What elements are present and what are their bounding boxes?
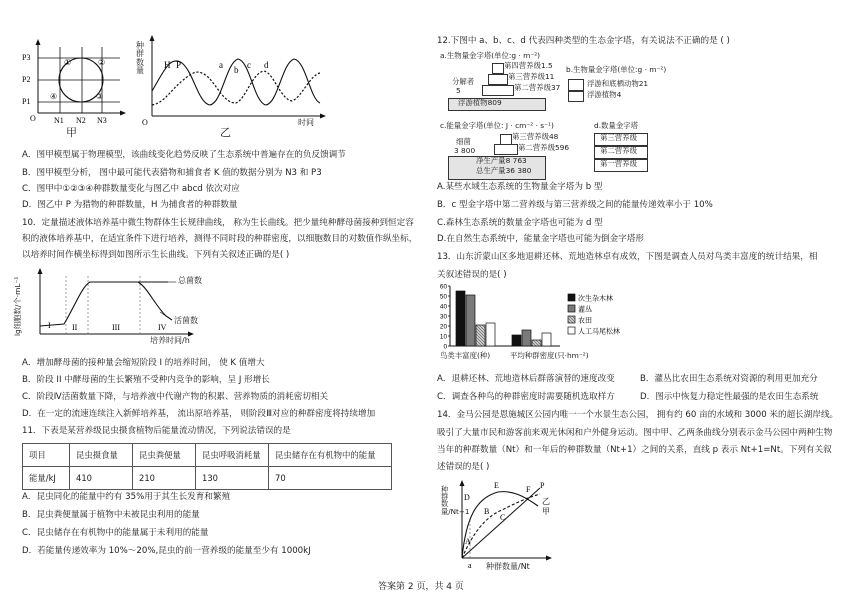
q14-stem-line3: 当年的种群数量（Nt）和一年后的种群数量（Nt+1）之间的关系，直线 p 表示 Nt+1=Nt。下列有关叙 [437, 445, 832, 455]
pyr-c-level-2-label: 第二营养级596 [518, 143, 570, 152]
q12-option-b: B．c 型金字塔中第二营养级与第三营养级之间的能量传递效率小于 10% [437, 200, 713, 210]
pyr-d-title: d.数量金字塔 [594, 121, 638, 130]
pyr-a-side-value: 5 [456, 86, 461, 95]
q13-bar [486, 323, 495, 346]
q14-stem-line1: 14．金马公园是恩施城区公园内唯一一个水景生态公园， 拥有约 60 亩的水域和 3000 米的超长湖岸线。 [437, 410, 839, 420]
pyr-a-title: a.生物量金字塔(单位:g · m⁻²) [440, 51, 541, 60]
q10-xlabel: 培养时间/h [150, 336, 190, 345]
q13-bar-chart [436, 282, 646, 362]
q14-xlabel: 种群数量/Nt [486, 562, 530, 571]
pyr-d-level-3-label: 第三营养级 [600, 133, 637, 142]
yi-label-a: a [219, 60, 223, 70]
q10-phase-4: IV [158, 323, 167, 332]
pyr-c-level-3-label: 第三营养级48 [512, 132, 559, 141]
q14-curve-chart [450, 478, 560, 570]
q13-bar [476, 325, 485, 346]
q13-bar [542, 333, 551, 346]
pyr-c-side-label: 细菌 [456, 137, 471, 146]
table-row [23, 467, 392, 490]
pyr-a-level-4 [492, 63, 504, 74]
jia-axis-y-p2: P2 [22, 75, 31, 84]
pyr-b-level-base-label: 浮游植物4 [587, 90, 622, 99]
q13-bar [466, 295, 475, 346]
q13-bar [456, 291, 465, 346]
q14-stem-line4: 述错误的是( ) [437, 462, 490, 472]
table-cell: 410 [70, 467, 133, 490]
jia-axis-x-n1: N1 [54, 116, 64, 125]
pyr-d-level-2-label: 第二营养级 [600, 146, 637, 155]
table-header-cell: 昆虫储存在有机物中的能量 [269, 444, 392, 467]
q13-category-1: 鸟类丰富度(种) [440, 351, 491, 360]
q13-option-d: D．图示中恢复力稳定性最强的是农田生态系统 [640, 392, 819, 402]
q10-stem-line3: 以培养时间作横坐标得到如图所示生长曲线。下列有关叙述正确的是( ) [22, 250, 290, 260]
jia-point-1: ① [64, 58, 72, 67]
pyr-a-side-label: 分解者 [452, 77, 475, 86]
q10-stem-line1: 10．定量描述液体培养基中微生物群体生长规律曲线， 称为生长曲线。把少量纯种酵母菌接种到恒定容 [22, 218, 414, 228]
q10-stem-line2: 积的液体培养基中，在适宜条件下进行培养，测得不同时段的种群密度，以细胞数目的对数值作纵坐标， [22, 234, 418, 244]
table-header-cell: 昆虫呼吸消耗量 [196, 444, 269, 467]
q12-option-a: A.某些水域生态系统的生物量金字塔为 b 型 [437, 182, 603, 192]
jia-axis-y-p3: P3 [22, 53, 31, 62]
q14-label-f: F [526, 485, 531, 494]
table-cell: 能量/kJ [23, 467, 70, 490]
q13-legend-swatch [568, 294, 575, 301]
jia-axis-x-n2: N2 [76, 116, 86, 125]
yi-label-c: c [247, 60, 251, 70]
yi-label-h: H [164, 60, 171, 70]
q13-bar [522, 330, 531, 346]
yi-ylabel: 种群数量 [136, 41, 144, 76]
q11-option-c: C．昆虫储存在有机物中的能量属于未利用的能量 [22, 528, 209, 538]
pyr-c-base-net: 净生产量8 763 [476, 156, 527, 165]
q11-energy-table [22, 443, 392, 490]
table-row [23, 444, 392, 467]
q14-ylabel: 种群数量/Nt+1 [441, 485, 470, 516]
q10-label-live: 活菌数 [174, 316, 198, 325]
table-cell: 70 [269, 467, 392, 490]
pyr-c-base-gross: 总生产量36 380 [476, 166, 532, 175]
q14-label-p: P [540, 481, 545, 490]
q9-option-c: C．图甲中①②③④种群数量变化与图乙中 abcd 依次对应 [22, 184, 240, 194]
q13-y-tick-label: 60 [439, 283, 447, 291]
jia-axis-x-n3: N3 [97, 116, 107, 125]
q14-label-yi: 乙 [542, 497, 550, 506]
yi-xlabel: 时间 [298, 118, 314, 127]
q10-phase-3: III [112, 323, 120, 332]
q11-option-b: B．昆虫粪便量属于植物中未被昆虫利用的能量 [22, 510, 200, 520]
q10-option-c: C．阶段Ⅳ活菌数量下降，与培养液中代谢产物的积累、营养物质的消耗密切相关 [22, 392, 329, 402]
jia-point-2: ② [98, 58, 106, 67]
q11-option-a: A．昆虫同化的能量中约有 35%用于其生长发育和繁殖 [22, 492, 231, 502]
table-cell: 210 [133, 467, 196, 490]
q12-option-c: C.森林生态系统的数量金字塔也可能为 d 型 [437, 218, 603, 228]
q13-y-tick-label: 20 [439, 323, 447, 331]
figure-jia-caption: 甲 [66, 126, 77, 139]
q11-stem: 11．下表是某营养级昆虫摄食植物后能量流动情况，下列说法错误的是 [22, 426, 291, 436]
q13-y-tick-label: 40 [439, 303, 447, 311]
pyr-a-level-2 [482, 85, 514, 96]
q13-legend-label: 人工马尾松林 [578, 327, 620, 336]
q10-ylabel: lg细胞数/个·mL⁻¹ [13, 276, 22, 336]
q13-legend-label: 次生杂木林 [578, 294, 613, 303]
yi-label-p: P [176, 60, 182, 70]
q13-legend-swatch [568, 316, 575, 323]
jia-axis-y-p1: P1 [22, 97, 31, 106]
figure-jia [20, 35, 130, 135]
q14-label-c: C [500, 513, 506, 522]
pyr-a-level-3 [488, 74, 508, 85]
q13-legend-swatch [568, 327, 575, 334]
q14-label-e: E [494, 481, 499, 490]
q10-label-total: 总菌数 [178, 276, 202, 285]
q14-stem-line2: 吸引了大量市民和游客前来观光休闲和户外健身运动。图中甲、乙两条曲线分别表示金马公园中两种生物 [437, 428, 833, 438]
q13-bar [512, 335, 521, 346]
q13-option-b: B．灌丛比农田生态系统对资源的利用更加充分 [640, 374, 818, 384]
pyr-d-level-1-label: 第一营养级 [600, 159, 637, 168]
table-header-cell: 项目 [23, 444, 70, 467]
q10-option-a: A．增加酵母菌的接种量会缩短阶段 I 的培养时间， 使 K 值增大 [22, 358, 265, 368]
q10-option-d: D．在一定的流速连续注入新鲜培养基， 流出原培养基， 则阶段Ⅲ对应的种群密度将持续增加 [22, 409, 376, 419]
q14-label-a-tick: a [468, 561, 472, 570]
jia-point-3: ③ [96, 92, 104, 101]
q9-option-d: D．图乙中 P 为猎物的种群数量，H 为捕食者的种群数量 [22, 200, 238, 210]
q9-option-a: A．图甲模型属于物理模型，该曲线变化趋势反映了生态系统中普遍存在的负反馈调节 [22, 150, 346, 160]
jia-origin: O [30, 114, 36, 123]
yi-origin: O [142, 118, 148, 127]
q13-legend-label: 农田 [578, 316, 592, 325]
q13-y-tick-label: 0 [443, 343, 447, 351]
q13-stem-line1: 13．山东沂蒙山区多地退耕还林、荒地造林卓有成效，下图是调查人员对鸟类丰富度的统计结果，相 [437, 252, 818, 262]
q13-y-tick-label: 50 [439, 293, 447, 301]
pyr-b-level-top [568, 79, 584, 91]
q10-option-b: B．阶段 II 中酵母菌的生长繁殖不受种内竞争的影响，呈 J 形增长 [22, 375, 270, 385]
figure-yi-caption: 乙 [220, 126, 231, 139]
q12-option-d: D.在自然生态系统中，能量金字塔也可能为倒金字塔形 [437, 234, 645, 244]
pyr-a-level-4-label: 第四营养级1.5 [504, 61, 553, 70]
q10-phase-2: II [72, 323, 78, 332]
pyr-c-level-2 [494, 144, 518, 155]
pyr-a-level-2-label: 第二营养级37 [514, 83, 561, 92]
pyr-b-level-top-label: 浮游和底栖动物21 [587, 79, 649, 88]
table-cell: 130 [196, 467, 269, 490]
q13-option-c: C．调查各种鸟的种群密度时需要随机选取样方 [437, 392, 615, 402]
q10-phase-1: I [48, 321, 51, 330]
yi-label-b: b [234, 65, 239, 75]
q13-stem-line2: 关叙述错误的是( ) [437, 270, 507, 280]
figure-yi [142, 33, 342, 128]
q11-option-d: D．若能量传递效率为 10%～20%,昆虫的前一营养级的能量至少有 1000kJ [22, 546, 311, 556]
q12-stem: 12.下图中 a、b、c、d 代表四种类型的生态金字塔，有关说法不正确的是 ( ) [437, 36, 730, 46]
jia-point-4: ④ [50, 92, 58, 101]
pyr-a-level-1-label: 浮游植物809 [458, 98, 502, 107]
q13-legend-label: 灌丛 [578, 305, 592, 314]
pyr-b-title: b.生物量金字塔(单位:g · m⁻²) [566, 65, 667, 74]
q14-label-a: A [465, 537, 471, 546]
q14-label-jia: 甲 [542, 507, 550, 516]
q14-label-b: B [484, 507, 490, 516]
pyr-b-level-base [568, 91, 584, 102]
q9-option-b: B．图甲模型分析， 图中最可能代表猎物和捕食者 K 值的数据分别为 N3 和 P3 [22, 168, 322, 178]
table-header-cell: 昆虫粪便量 [133, 444, 196, 467]
q13-bar [532, 340, 541, 346]
yi-label-d: d [264, 60, 269, 70]
pyr-c-side-value: 3 800 [454, 146, 476, 155]
pyr-a-level-3-label: 第三营养级11 [508, 72, 555, 81]
q13-category-2: 平均种群密度(只·hm⁻²) [510, 351, 589, 360]
q13-y-tick-label: 30 [439, 313, 447, 321]
q14-label-d: D [464, 493, 470, 502]
q13-legend-swatch [568, 305, 575, 312]
q13-option-a: A．退耕还林、荒地造林后群落演替的速度改变 [437, 374, 615, 384]
pyr-c-title: c.能量金字塔(单位: J · cm⁻² · s⁻¹) [440, 121, 554, 130]
page-footer: 答案第 2 页，共 4 页 [378, 582, 464, 592]
q13-y-tick-label: 10 [439, 333, 447, 341]
table-header-cell: 昆虫摄食量 [70, 444, 133, 467]
